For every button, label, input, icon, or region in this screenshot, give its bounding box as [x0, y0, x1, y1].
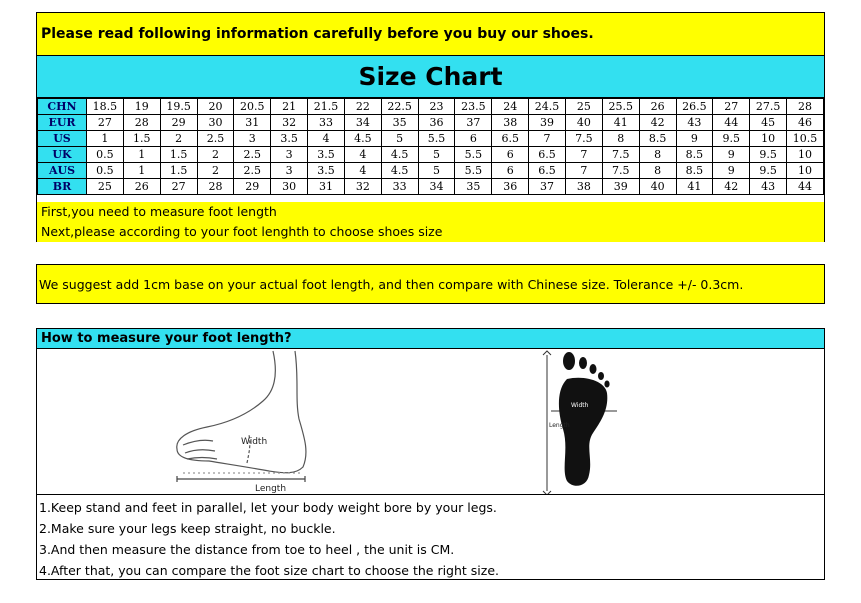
size-cell: 38 [565, 179, 602, 195]
size-cell: 37 [529, 179, 566, 195]
size-cell: 2 [197, 147, 234, 163]
size-cell: 27 [87, 115, 124, 131]
size-cell: 1 [87, 131, 124, 147]
size-row-chn [38, 99, 824, 115]
size-cell: 45 [750, 115, 787, 131]
size-cell: 5.5 [455, 147, 492, 163]
size-cell: 2.5 [234, 147, 271, 163]
size-cell: 6.5 [492, 131, 529, 147]
size-cell: 19 [123, 99, 160, 115]
size-cell: 1 [123, 163, 160, 179]
size-cell: 7.5 [602, 163, 639, 179]
size-cell: 8.5 [676, 163, 713, 179]
size-cell: 3.5 [308, 163, 345, 179]
size-cell: 42 [639, 115, 676, 131]
size-cell: 5 [418, 163, 455, 179]
size-cell: 9.5 [750, 147, 787, 163]
size-cell: 27.5 [750, 99, 787, 115]
size-row-uk [38, 147, 824, 163]
size-cell: 22 [344, 99, 381, 115]
size-cell: 6 [492, 163, 529, 179]
size-cell: 27 [713, 99, 750, 115]
size-cell: 9.5 [713, 131, 750, 147]
size-row-label: BR [38, 179, 87, 195]
size-cell: 7 [565, 147, 602, 163]
foot-illustrations [37, 349, 824, 494]
size-cell: 5.5 [418, 131, 455, 147]
size-cell: 22.5 [381, 99, 418, 115]
size-cell: 8 [639, 147, 676, 163]
size-cell: 34 [418, 179, 455, 195]
size-cell: 25.5 [602, 99, 639, 115]
size-cell: 24.5 [529, 99, 566, 115]
size-cell: 19.5 [160, 99, 197, 115]
size-cell: 30 [271, 179, 308, 195]
size-row-br [38, 179, 824, 195]
size-cell: 37 [455, 115, 492, 131]
size-cell: 32 [271, 115, 308, 131]
size-cell: 24 [492, 99, 529, 115]
note-line: First,you need to measure foot length [41, 204, 277, 219]
suggestion-banner [36, 264, 825, 304]
size-chart-title: Size Chart [37, 56, 824, 98]
size-cell: 8 [602, 131, 639, 147]
size-cell: 7 [529, 131, 566, 147]
size-cell: 33 [308, 115, 345, 131]
size-cell: 7.5 [602, 147, 639, 163]
size-cell: 25 [87, 179, 124, 195]
size-cell: 26.5 [676, 99, 713, 115]
size-cell: 7.5 [565, 131, 602, 147]
size-cell: 1.5 [123, 131, 160, 147]
side-width-label: Width [241, 437, 268, 447]
size-cell: 5 [418, 147, 455, 163]
size-cell: 9 [713, 163, 750, 179]
size-cell: 38 [492, 115, 529, 131]
size-cell: 2 [197, 163, 234, 179]
size-cell: 21.5 [308, 99, 345, 115]
measure-steps [39, 497, 499, 581]
size-cell: 39 [529, 115, 566, 131]
size-cell: 4 [344, 147, 381, 163]
size-cell: 8 [639, 163, 676, 179]
size-row-label: UK [38, 147, 87, 163]
size-cell: 0.5 [87, 147, 124, 163]
size-cell: 18.5 [87, 99, 124, 115]
size-cell: 23 [418, 99, 455, 115]
size-row-label: CHN [38, 99, 87, 115]
step-item: 2.Make sure your legs keep straight, no buckle. [39, 521, 336, 536]
size-cell: 8.5 [639, 131, 676, 147]
intro-banner [36, 12, 825, 56]
size-cell: 43 [750, 179, 787, 195]
size-cell: 29 [160, 115, 197, 131]
side-foot-icon [177, 351, 306, 482]
size-cell: 4 [344, 163, 381, 179]
size-cell: 32 [344, 179, 381, 195]
size-cell: 28 [787, 99, 824, 115]
note-line: Next,please according to your foot lenghth to choose shoes size [41, 224, 443, 239]
size-cell: 2 [160, 131, 197, 147]
size-row-label: US [38, 131, 87, 147]
size-cell: 20 [197, 99, 234, 115]
size-cell: 3 [271, 147, 308, 163]
size-row-label: EUR [38, 115, 87, 131]
size-cell: 26 [123, 179, 160, 195]
size-row-label: AUS [38, 163, 87, 179]
print-length-label: Length [549, 422, 570, 429]
size-cell: 4.5 [344, 131, 381, 147]
size-cell: 10.5 [787, 131, 824, 147]
size-cell: 23.5 [455, 99, 492, 115]
size-cell: 3.5 [308, 147, 345, 163]
size-chart [36, 56, 825, 242]
size-cell: 42 [713, 179, 750, 195]
size-cell: 2.5 [234, 163, 271, 179]
size-cell: 3 [234, 131, 271, 147]
size-cell: 25 [565, 99, 602, 115]
size-cell: 28 [197, 179, 234, 195]
size-cell: 6 [455, 131, 492, 147]
size-cell: 20.5 [234, 99, 271, 115]
size-cell: 33 [381, 179, 418, 195]
size-cell: 5.5 [455, 163, 492, 179]
print-width-label: Width [571, 402, 589, 409]
size-cell: 10 [787, 147, 824, 163]
size-cell: 10 [750, 131, 787, 147]
measure-title: How to measure your foot length? [37, 329, 824, 349]
size-cell: 28 [123, 115, 160, 131]
size-cell: 39 [602, 179, 639, 195]
size-cell: 1.5 [160, 147, 197, 163]
size-chart-notes [37, 202, 824, 242]
size-cell: 27 [160, 179, 197, 195]
size-table [37, 98, 824, 195]
measure-section [36, 328, 825, 580]
size-cell: 5 [381, 131, 418, 147]
suggestion-text: We suggest add 1cm base on your actual foot length, and then compare with Chinese size. Tolerance +/- 0.3cm. [39, 277, 744, 292]
size-cell: 44 [713, 115, 750, 131]
size-cell: 26 [639, 99, 676, 115]
size-cell: 44 [787, 179, 824, 195]
size-cell: 30 [197, 115, 234, 131]
size-cell: 9 [713, 147, 750, 163]
size-cell: 1 [123, 147, 160, 163]
step-item: 4.After that, you can compare the foot size chart to choose the right size. [39, 563, 500, 578]
size-cell: 46 [787, 115, 824, 131]
size-cell: 6.5 [529, 163, 566, 179]
size-cell: 6 [492, 147, 529, 163]
size-cell: 41 [676, 179, 713, 195]
side-length-label: Length [255, 484, 287, 494]
size-cell: 10 [787, 163, 824, 179]
size-cell: 29 [234, 179, 271, 195]
size-cell: 3.5 [271, 131, 308, 147]
intro-text: Please read following information carefully before you buy our shoes. [41, 26, 594, 42]
size-cell: 31 [234, 115, 271, 131]
size-cell: 40 [639, 179, 676, 195]
size-cell: 40 [565, 115, 602, 131]
size-cell: 4.5 [381, 147, 418, 163]
size-row-us [38, 131, 824, 147]
size-cell: 35 [381, 115, 418, 131]
size-cell: 43 [676, 115, 713, 131]
size-cell: 34 [344, 115, 381, 131]
size-cell: 9 [676, 131, 713, 147]
size-cell: 0.5 [87, 163, 124, 179]
size-cell: 8.5 [676, 147, 713, 163]
size-cell: 9.5 [750, 163, 787, 179]
size-cell: 4.5 [381, 163, 418, 179]
size-row-aus [38, 163, 824, 179]
size-cell: 36 [418, 115, 455, 131]
size-cell: 31 [308, 179, 345, 195]
size-cell: 4 [308, 131, 345, 147]
size-cell: 7 [565, 163, 602, 179]
size-cell: 2.5 [197, 131, 234, 147]
size-cell: 35 [455, 179, 492, 195]
step-item: 3.And then measure the distance from toe to heel , the unit is CM. [39, 542, 455, 557]
size-cell: 36 [492, 179, 529, 195]
measure-illustration [37, 349, 824, 495]
size-cell: 1.5 [160, 163, 197, 179]
size-cell: 21 [271, 99, 308, 115]
size-cell: 3 [271, 163, 308, 179]
size-cell: 41 [602, 115, 639, 131]
size-cell: 6.5 [529, 147, 566, 163]
size-row-eur [38, 115, 824, 131]
step-item: 1.Keep stand and feet in parallel, let your body weight bore by your legs. [39, 500, 497, 515]
